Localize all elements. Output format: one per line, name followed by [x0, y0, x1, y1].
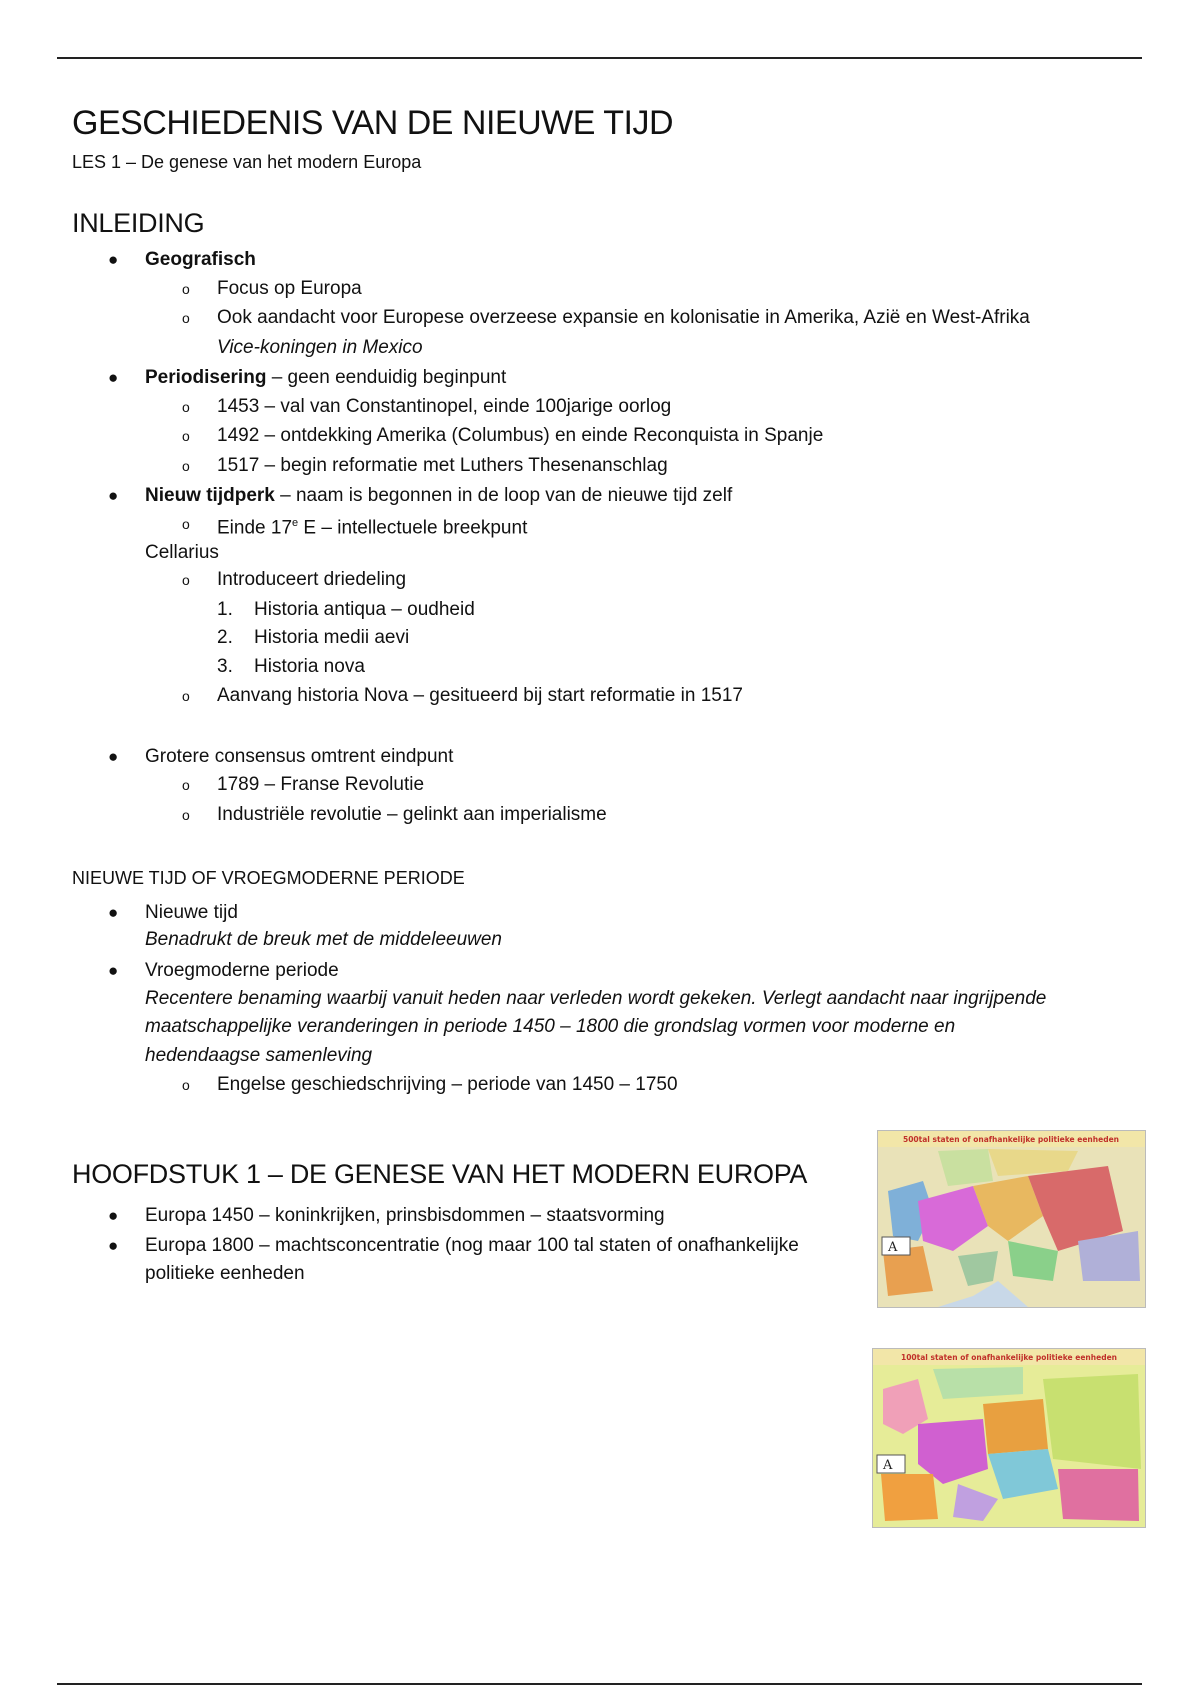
nieuwe-tijd-label: Nieuwe tijd: [145, 902, 238, 923]
periodisering-line: [145, 363, 506, 392]
map-graphic: [873, 1349, 1145, 1527]
geografisch-label: Geografisch: [145, 249, 256, 270]
circle-bullet-icon: o: [182, 688, 190, 704]
map-letter: A: [883, 1458, 893, 1473]
map-letter: A: [888, 1240, 898, 1255]
map-title: 500tal staten of onafhankelijke politieke eenheden: [903, 1135, 1119, 1144]
chapter-heading: HOOFDSTUK 1 – DE GENESE VAN HET MODERN EUROPA: [72, 1159, 808, 1189]
numbered-index: 1.: [217, 599, 233, 620]
circle-bullet-icon: o: [182, 399, 190, 415]
list-item: 1517 – begin reformatie met Luthers Thesenanschlag: [217, 455, 668, 476]
list-item: Engelse geschiedschrijving – periode van 1450 – 1750: [217, 1074, 678, 1095]
list-item: [217, 509, 527, 542]
circle-bullet-icon: o: [182, 807, 190, 823]
list-item: Aanvang historia Nova – gesitueerd bij start reformatie in 1517: [217, 685, 743, 706]
bullet-icon: ●: [108, 486, 119, 505]
cellarius-label: Cellarius: [145, 542, 219, 563]
list-note: Vice-koningen in Mexico: [217, 337, 423, 358]
einde-17-sup: e: [292, 517, 299, 529]
europe-map-1800-image: [872, 1348, 1146, 1528]
circle-bullet-icon: o: [182, 428, 190, 444]
numbered-index: 2.: [217, 627, 233, 648]
europe-map-1450-image: [877, 1130, 1146, 1308]
circle-bullet-icon: o: [182, 458, 190, 474]
list-item: Europa 1800 – machtsconcentratie (nog maar 100 tal staten of onafhankelijke: [145, 1235, 799, 1256]
list-item: Europa 1450 – koninkrijken, prinsbisdommen – staatsvorming: [145, 1205, 665, 1226]
periodisering-label: Periodisering: [145, 367, 267, 388]
list-item: Ook aandacht voor Europese overzeese expansie en kolonisatie in Amerika, Azië en West-Afrika: [217, 307, 1030, 328]
map-graphic: [878, 1131, 1145, 1307]
nieuw-tijdperk-label: Nieuw tijdperk: [145, 485, 275, 506]
section-heading-inleiding: INLEIDING: [72, 208, 205, 238]
numbered-item: Historia antiqua – oudheid: [254, 599, 475, 620]
page-title: GESCHIEDENIS VAN DE NIEUWE TIJD: [72, 104, 673, 142]
circle-bullet-icon: o: [182, 572, 190, 588]
section-heading-vroegmodern: NIEUWE TIJD OF VROEGMODERNE PERIODE: [72, 868, 465, 888]
bullet-icon: ●: [108, 961, 119, 980]
bullet-icon: ●: [108, 1236, 119, 1255]
numbered-index: 3.: [217, 656, 233, 677]
bullet-icon: ●: [108, 1206, 119, 1225]
list-item: 1492 – ontdekking Amerika (Columbus) en einde Reconquista in Spanje: [217, 425, 824, 446]
vroegmoderne-note: Recentere benaming waarbij vanuit heden naar verleden wordt gekeken. Verlegt aandacht naar ingrijpende: [145, 988, 1047, 1009]
nieuw-tijdperk-rest: – naam is begonnen in de loop van de nieuwe tijd zelf: [274, 485, 733, 506]
bottom-rule: [57, 1683, 1142, 1685]
einde-17-pre: Einde 17: [217, 517, 293, 539]
circle-bullet-icon: o: [182, 310, 190, 326]
circle-bullet-icon: o: [182, 777, 190, 793]
map-title: 100tal staten of onafhankelijke politieke eenheden: [901, 1353, 1117, 1362]
einde-17-post: E – intellectuele breekpunt: [298, 517, 528, 539]
periodisering-rest: – geen eenduidig beginpunt: [266, 367, 507, 388]
bullet-icon: ●: [108, 747, 119, 766]
vroegmoderne-note: maatschappelijke veranderingen in periode 1450 – 1800 die grondslag vormen voor moderne en: [145, 1016, 956, 1037]
list-item: Industriële revolutie – gelinkt aan imperialisme: [217, 804, 607, 825]
list-item: 1789 – Franse Revolutie: [217, 774, 425, 795]
circle-bullet-icon: o: [182, 516, 190, 532]
list-item-continuation: politieke eenheden: [145, 1263, 305, 1284]
nieuw-tijdperk-line: [145, 481, 732, 510]
top-rule: [57, 57, 1142, 59]
vroegmoderne-note: hedendaagse samenleving: [145, 1045, 373, 1066]
vroegmoderne-label: Vroegmoderne periode: [145, 960, 339, 981]
page-subtitle: LES 1 – De genese van het modern Europa: [72, 152, 422, 172]
list-item: Focus op Europa: [217, 278, 362, 299]
list-item: 1453 – val van Constantinopel, einde 100jarige oorlog: [217, 396, 672, 417]
nieuwe-tijd-note: Benadrukt de breuk met de middeleeuwen: [145, 929, 503, 950]
bullet-icon: ●: [108, 250, 119, 269]
circle-bullet-icon: o: [182, 1077, 190, 1093]
numbered-item: Historia medii aevi: [254, 627, 410, 648]
list-item: Introduceert driedeling: [217, 569, 407, 590]
bullet-icon: ●: [108, 903, 119, 922]
circle-bullet-icon: o: [182, 281, 190, 297]
bullet-icon: ●: [108, 368, 119, 387]
numbered-item: Historia nova: [254, 656, 365, 677]
consensus-label: Grotere consensus omtrent eindpunt: [145, 746, 454, 767]
